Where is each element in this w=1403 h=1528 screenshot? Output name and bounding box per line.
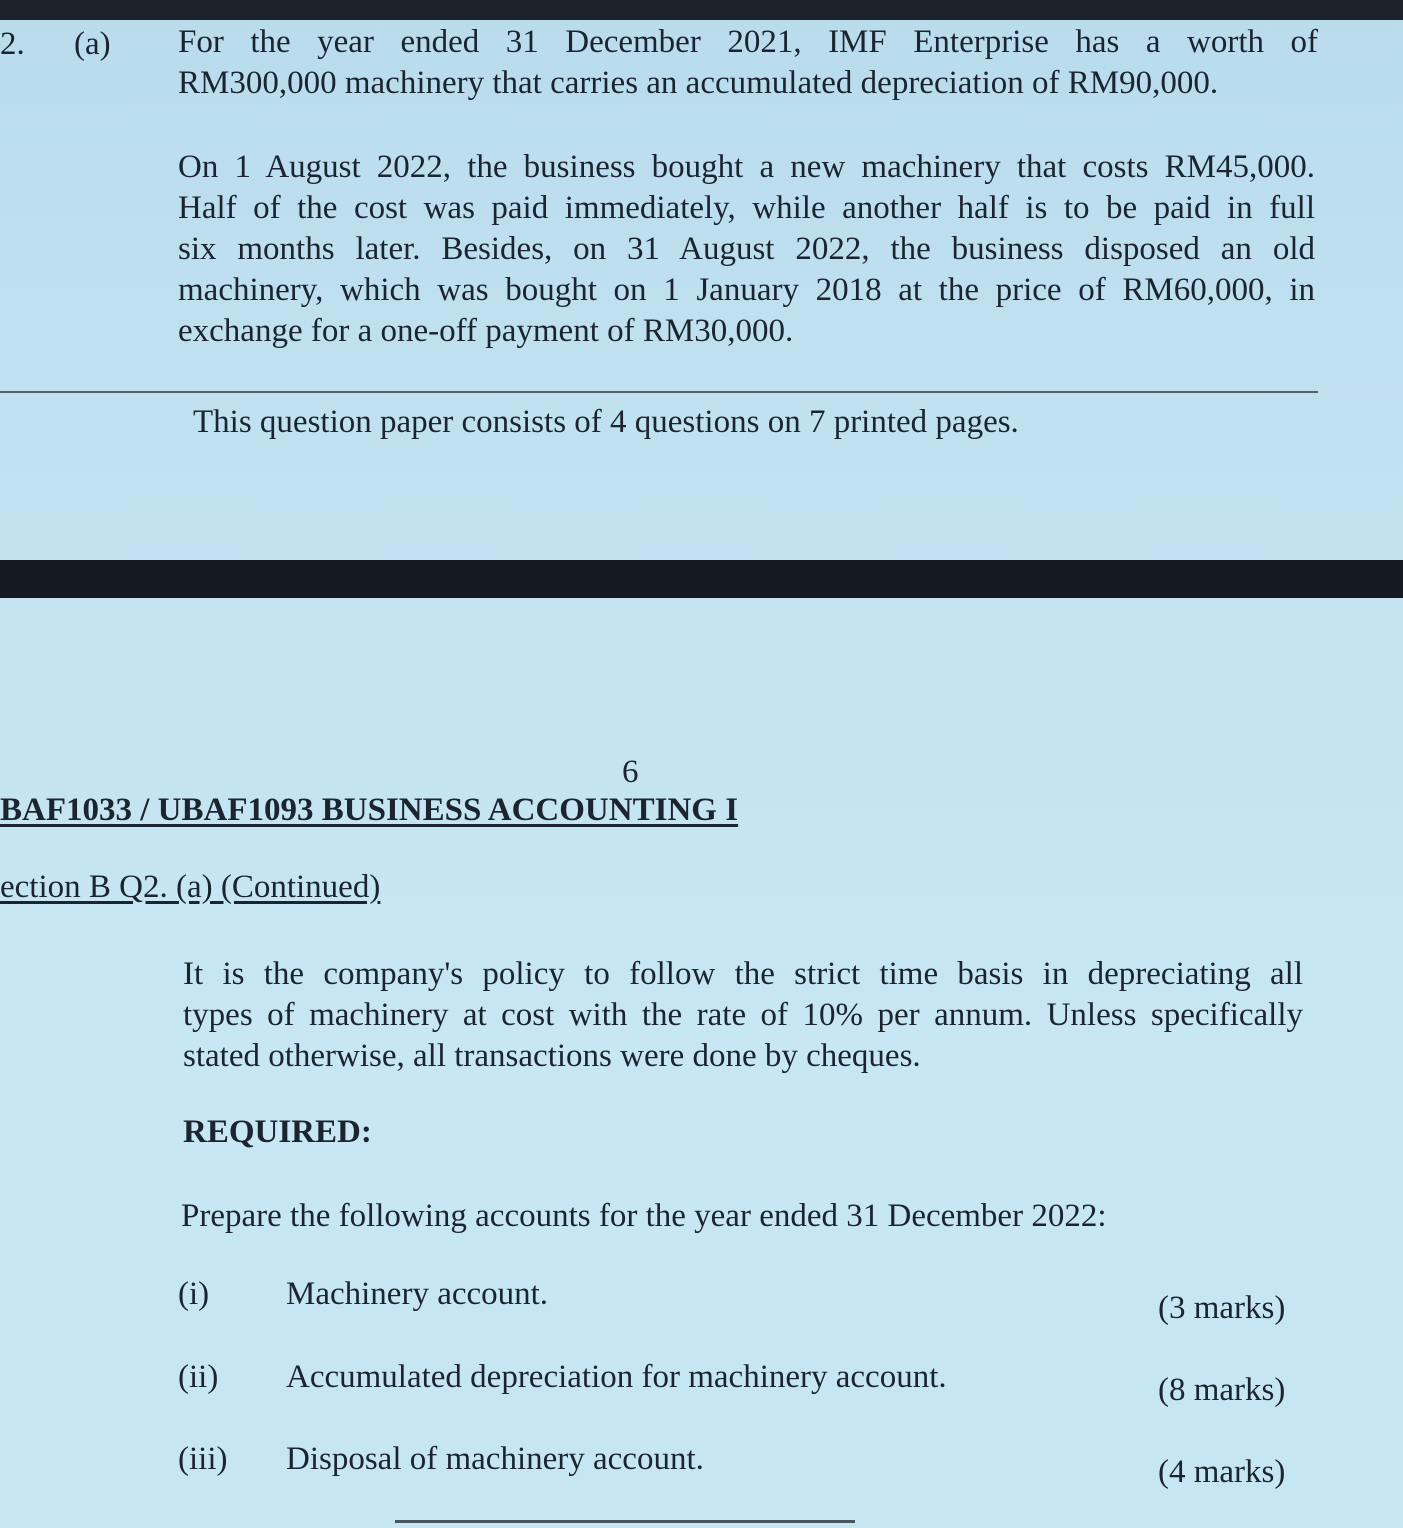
item-marks: (4 marks) bbox=[1158, 1454, 1286, 1490]
transactions-line: six months later. Besides, on 31 August 2022, the business disposed an old bbox=[178, 231, 1315, 267]
footer-divider bbox=[0, 391, 1318, 393]
item-text: Accumulated depreciation for machinery account. bbox=[286, 1359, 947, 1395]
end-of-question-line bbox=[395, 1520, 855, 1523]
course-header: BAF1033 / UBAF1093 BUSINESS ACCOUNTING I bbox=[0, 792, 739, 828]
intro-paragraph bbox=[178, 22, 1318, 104]
policy-paragraph bbox=[183, 954, 1303, 1077]
item-text: Machinery account. bbox=[286, 1276, 549, 1312]
intro-line: RM300,000 machinery that carries an accumulated depreciation of RM90,000. bbox=[178, 65, 1219, 101]
item-number: (ii) bbox=[178, 1359, 219, 1395]
transactions-line: On 1 August 2022, the business bought a new machinery that costs RM45,000. bbox=[178, 149, 1315, 185]
item-number: (iii) bbox=[178, 1441, 228, 1477]
page-number: 6 bbox=[622, 754, 639, 790]
footer-note: This question paper consists of 4 questions on 7 printed pages. bbox=[193, 404, 1019, 440]
question-number: 2. bbox=[0, 26, 25, 62]
item-marks: (8 marks) bbox=[1158, 1372, 1286, 1408]
screen-top-bezel bbox=[0, 0, 1403, 20]
policy-line: stated otherwise, all transactions were done by cheques. bbox=[183, 1038, 921, 1074]
instruction-text: Prepare the following accounts for the year ended 31 December 2022: bbox=[181, 1198, 1107, 1234]
item-marks: (3 marks) bbox=[1158, 1290, 1286, 1326]
part-label: (a) bbox=[74, 26, 111, 62]
transactions-line: Half of the cost was paid immediately, while another half is to be paid in full bbox=[178, 190, 1315, 226]
item-text: Disposal of machinery account. bbox=[286, 1441, 704, 1477]
transactions-line: machinery, which was bought on 1 January 2018 at the price of RM60,000, in bbox=[178, 272, 1315, 308]
transactions-paragraph bbox=[178, 147, 1315, 352]
item-number: (i) bbox=[178, 1276, 210, 1312]
required-label: REQUIRED: bbox=[183, 1114, 372, 1150]
section-header: ection B Q2. (a) (Continued) bbox=[0, 869, 381, 905]
policy-line: It is the company's policy to follow the strict time basis in depreciating all bbox=[183, 956, 1303, 992]
transactions-line: exchange for a one-off payment of RM30,000. bbox=[178, 313, 794, 349]
policy-line: types of machinery at cost with the rate of 10% per annum. Unless specifically bbox=[183, 997, 1303, 1033]
page-gap-dark-band bbox=[0, 560, 1403, 598]
intro-line: For the year ended 31 December 2021, IMF Enterprise has a worth of bbox=[178, 24, 1318, 60]
